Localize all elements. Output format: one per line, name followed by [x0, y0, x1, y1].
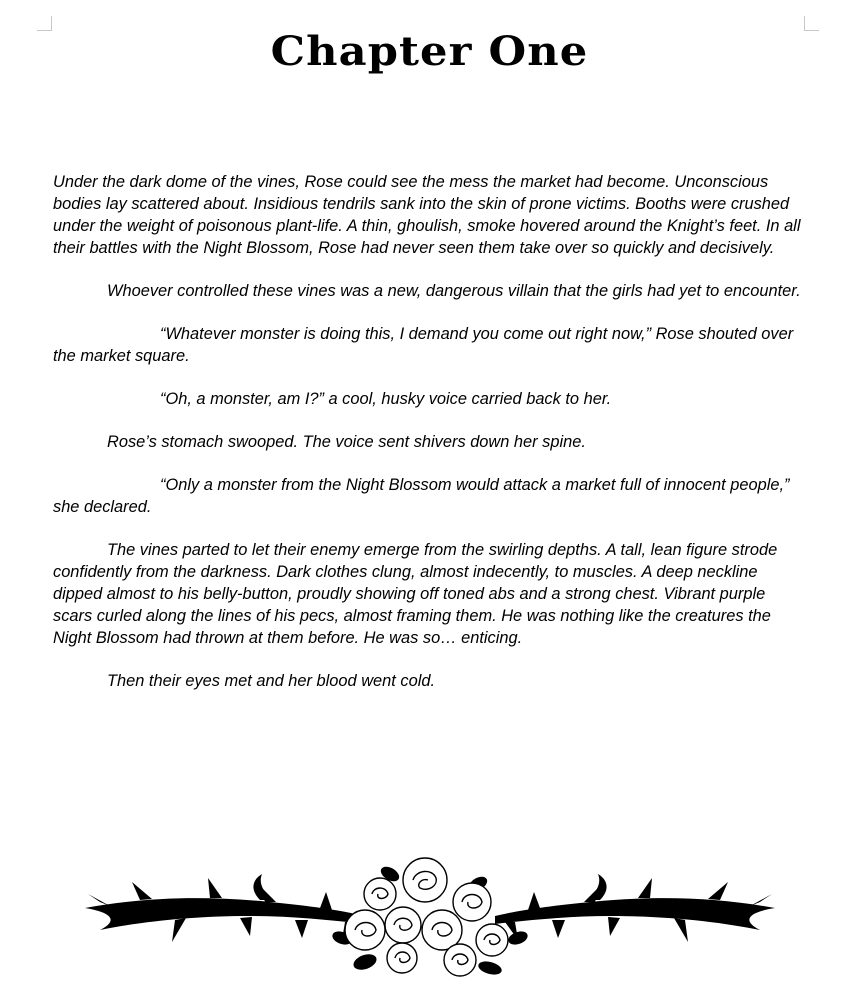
- paragraph: “Only a monster from the Night Blossom would attack a market full of innocent people,” she declared.: [53, 476, 790, 516]
- thorn-rose-ornament: [80, 850, 780, 980]
- paragraph: The vines parted to let their enemy emerge from the swirling depths. A tall, lean figure strode confidently from the darkness. Dark clothes clung, almost indecently, to muscles. A deep neckline dipped almost to his belly-button, proudly showing off toned abs and a strong chest. Vibrant purple scars curled along the lines of his pecs, almost framing them. He was nothing like the creatures the Night Blossom had thrown at them before. He was so… enticing.: [53, 541, 778, 647]
- chapter-body: [53, 171, 803, 713]
- paragraph: Then their eyes met and her blood went cold.: [107, 672, 436, 690]
- paragraph: Rose’s stomach swooped. The voice sent shivers down her spine.: [107, 433, 586, 451]
- thorn-vine-left-icon: [85, 874, 365, 942]
- paragraph: Under the dark dome of the vines, Rose could see the mess the market had become. Unconscious bodies lay scattered about. Insidious tendrils sank into the skin of prone victims. Booths were crushed under the weight of poisonous plant-life. A thin, ghoulish, smoke hovered around the Knight’s feet. In all their battles with the Night Blossom, Rose had never seen them take over so quickly and decisively.: [53, 173, 801, 257]
- thorn-vine-right-icon: [495, 874, 775, 942]
- chapter-title: Chapter One: [270, 28, 589, 75]
- paragraph: “Whatever monster is doing this, I demand you come out right now,” Rose shouted over the market square.: [53, 325, 794, 365]
- paragraph: “Oh, a monster, am I?” a cool, husky voice carried back to her.: [160, 390, 612, 408]
- paragraph: Whoever controlled these vines was a new, dangerous villain that the girls had yet to encounter.: [107, 282, 801, 300]
